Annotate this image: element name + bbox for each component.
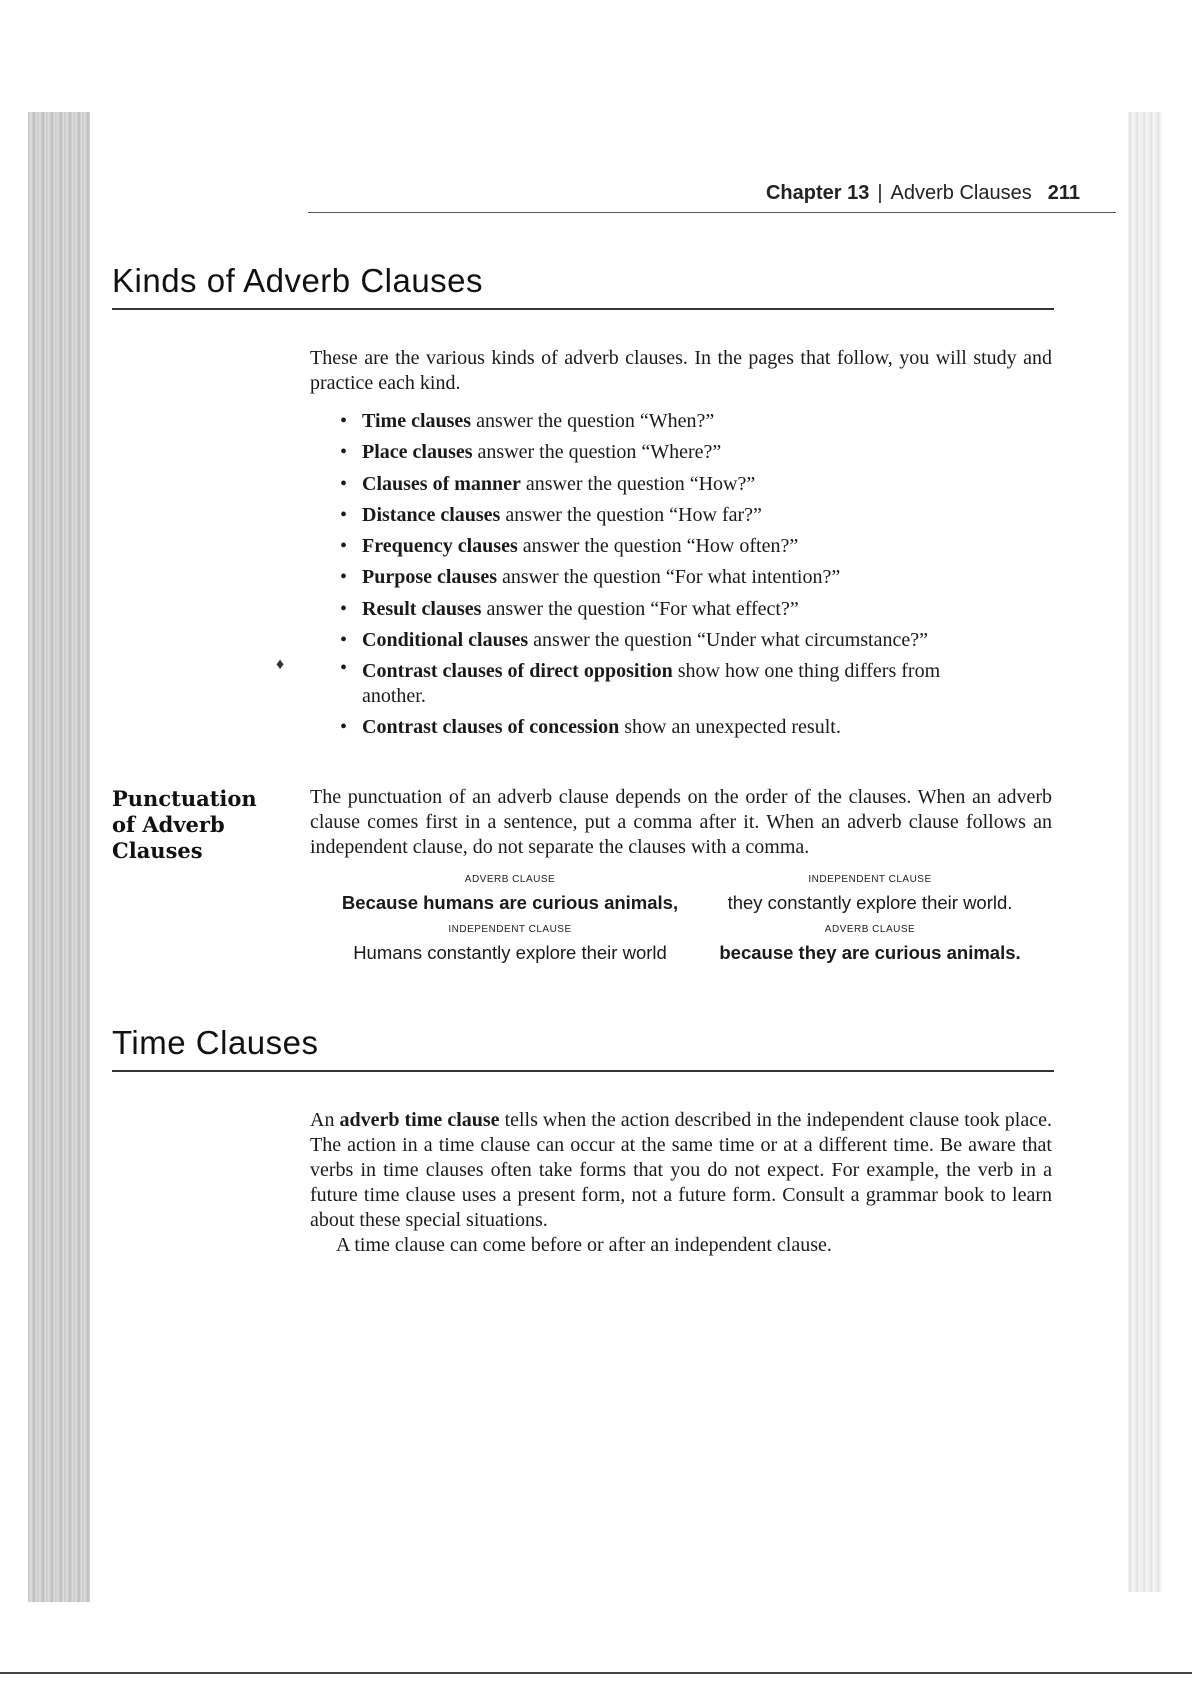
- list-item: [336, 437, 962, 468]
- list-item-term: Clauses of manner: [362, 472, 521, 495]
- punctuation-paragraph: [310, 785, 1052, 860]
- running-head-rule: [308, 212, 1116, 213]
- margin-heading-punctuation: [112, 786, 257, 864]
- list-item-text: answer the question “How?”: [520, 472, 756, 495]
- intro-paragraph: [310, 346, 1052, 396]
- list-item: [336, 469, 962, 500]
- example-cell-left: [330, 920, 690, 966]
- list-item-text: answer the question “Under what circumstance?”: [528, 629, 928, 652]
- list-item-term: Distance clauses: [362, 503, 501, 526]
- running-head-separator: |: [877, 182, 883, 204]
- list-item-text: answer the question “For what effect?”: [481, 597, 799, 620]
- scan-binding-shadow-left: [28, 112, 90, 1602]
- list-item: [336, 712, 962, 743]
- list-item-term: Contrast clauses of direct opposition: [362, 660, 673, 683]
- list-item-text: show how one thing differs from another.: [362, 660, 941, 708]
- running-head: [766, 182, 1080, 205]
- time-clauses-text-2: A time clause can come before or after an independent clause.: [336, 1234, 832, 1256]
- list-item-term: Place clauses: [362, 441, 473, 464]
- list-item-term: Result clauses: [362, 597, 482, 620]
- example-cell-right: [710, 920, 1030, 966]
- example-table: [330, 870, 1070, 970]
- list-item-text: answer the question “When?”: [471, 410, 715, 432]
- clause-label: ADVERB CLAUSE: [464, 874, 556, 885]
- section-rule-kinds: [112, 308, 1054, 310]
- section-rule-time: [112, 1070, 1054, 1072]
- list-item-term: Frequency clauses: [362, 535, 518, 558]
- list-item: [336, 562, 962, 593]
- list-item: [336, 594, 962, 625]
- list-item-term: Time clauses: [362, 410, 472, 432]
- clause-label: ADVERB CLAUSE: [824, 924, 916, 935]
- clause-label: INDEPENDENT CLAUSE: [448, 924, 572, 935]
- intro-text: These are the various kinds of adverb clauses. In the pages that follow, you will study and practice each kind.: [310, 347, 1052, 394]
- list-item: [336, 656, 962, 712]
- list-item: [336, 500, 962, 531]
- list-item-term: Purpose clauses: [362, 566, 497, 589]
- margin-heading-line: of Adverb: [112, 812, 225, 837]
- list-item-text: answer the question “For what intention?”: [497, 566, 841, 589]
- list-item: [336, 625, 962, 656]
- kinds-list: [336, 406, 962, 744]
- clause-text: Humans constantly explore their world: [353, 942, 667, 963]
- scan-bottom-edge: [0, 1672, 1192, 1674]
- margin-heading-line: Clauses: [112, 838, 203, 863]
- section-title-kinds: Kinds of Adverb Clauses: [112, 262, 484, 299]
- list-item-term: Contrast clauses of concession: [362, 716, 620, 739]
- clause-text: they constantly explore their world.: [727, 892, 1013, 913]
- list-item: [336, 531, 962, 562]
- example-row: [330, 870, 1070, 920]
- clause-label: INDEPENDENT CLAUSE: [808, 874, 932, 885]
- running-head-title: Adverb Clauses: [890, 182, 1032, 204]
- list-item-text: answer the question “How often?”: [517, 535, 799, 558]
- example-cell-right: [710, 870, 1030, 916]
- page-number: 211: [1047, 182, 1080, 204]
- clause-text: Because humans are curious animals,: [341, 892, 679, 913]
- section-title-time: Time Clauses: [112, 1024, 319, 1061]
- clause-text: because they are curious animals.: [719, 942, 1021, 963]
- list-item-text: answer the question “Where?”: [472, 441, 722, 464]
- margin-heading-line: Punctuation: [112, 786, 257, 811]
- time-text-start: An: [310, 1109, 340, 1131]
- stray-mark: ♦: [276, 656, 285, 673]
- punctuation-text: The punctuation of an adverb clause depends on the order of the clauses. When an adverb clause comes first in a sentence, put a comma after it. When an adverb clause follows an independent clause, do not separate the clauses with a comma.: [310, 786, 1052, 858]
- time-clauses-paragraph: [310, 1108, 1052, 1258]
- list-item: [336, 406, 962, 437]
- list-item-term: Conditional clauses: [362, 629, 529, 652]
- time-clauses-text: [310, 1108, 1052, 1233]
- example-cell-left: [330, 870, 690, 916]
- time-term: adverb time clause: [339, 1109, 500, 1131]
- list-item-text: answer the question “How far?”: [500, 503, 762, 526]
- example-row: [330, 920, 1070, 970]
- list-item-text: show an unexpected result.: [619, 716, 841, 739]
- scan-edge-right: [1128, 112, 1162, 1592]
- running-head-chapter: Chapter 13: [765, 182, 870, 204]
- time-text-rest: tells when the action described in the independent clause took place. The action in a time clause can occur at the same time or at a different time. Be aware that verbs in time clauses often take forms that you do not expect. For example, the verb in a future time clause uses a present form, not a future form. Consult a grammar book to learn about these special situations.: [310, 1109, 1052, 1231]
